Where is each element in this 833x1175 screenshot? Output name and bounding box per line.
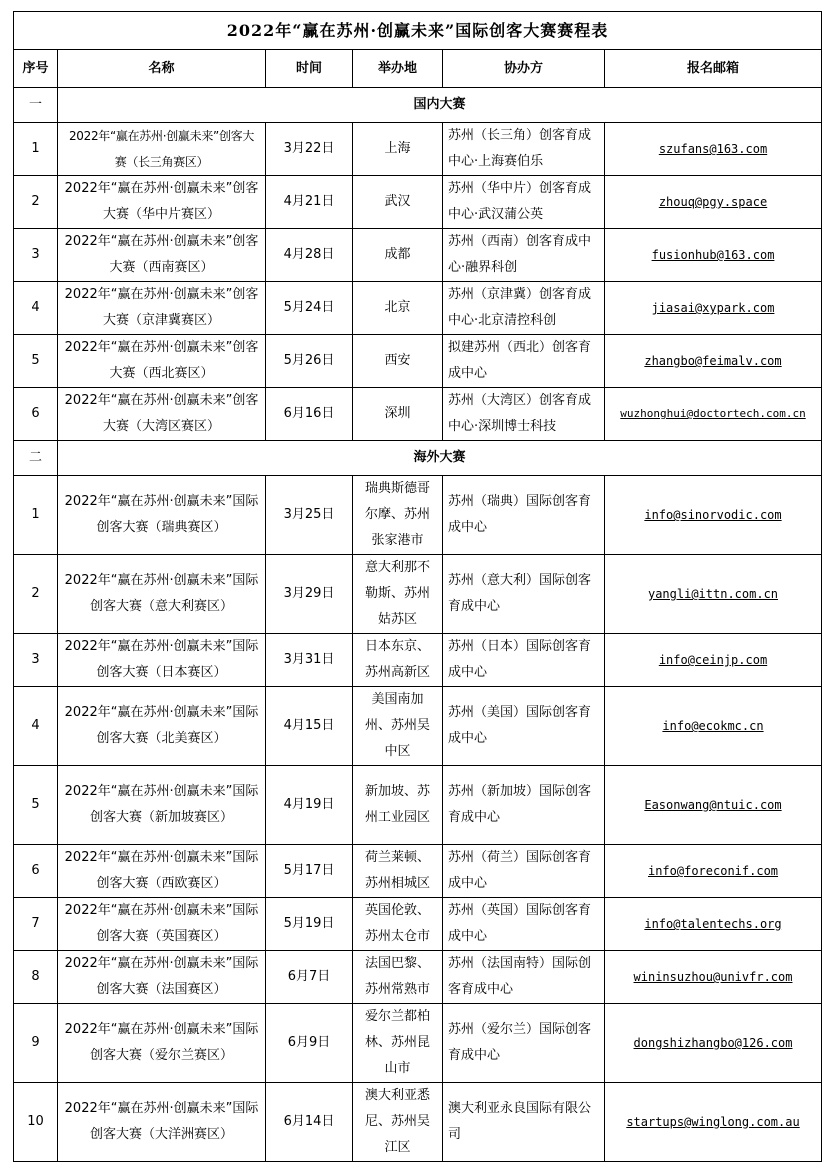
event-name: 2022年“赢在苏州·创赢未来”国际创客大赛（日本赛区） (58, 634, 266, 687)
header-email: 报名邮箱 (605, 50, 822, 88)
row-number: 3 (14, 634, 58, 687)
event-name: 2022年“赢在苏州·创赢未来”国际创客大赛（英国赛区） (58, 898, 266, 951)
event-date: 5月17日 (266, 845, 353, 898)
registration-email[interactable]: yangli@ittn.com.cn (605, 555, 822, 634)
registration-email[interactable]: dongshizhangbo@126.com (605, 1004, 822, 1083)
event-venue: 新加坡、苏州工业园区 (353, 766, 443, 845)
registration-email[interactable]: zhangbo@feimalv.com (605, 335, 822, 388)
event-name: 2022年“赢在苏州·创赢未来”创客大赛（京津冀赛区） (58, 282, 266, 335)
registration-email[interactable]: wuzhonghui@doctortech.com.cn (605, 388, 822, 441)
row-number: 4 (14, 687, 58, 766)
section-label: 海外大赛 (58, 441, 822, 476)
event-cohost: 苏州（爱尔兰）国际创客育成中心 (443, 1004, 605, 1083)
registration-email[interactable]: wininsuzhou@univfr.com (605, 951, 822, 1004)
event-cohost: 苏州（日本）国际创客育成中心 (443, 634, 605, 687)
event-cohost: 苏州（京津冀）创客育成中心·北京清控科创 (443, 282, 605, 335)
event-date: 6月9日 (266, 1004, 353, 1083)
row-number: 1 (14, 123, 58, 176)
registration-email[interactable]: info@sinorvodic.com (605, 476, 822, 555)
header-no: 序号 (14, 50, 58, 88)
row-number: 3 (14, 229, 58, 282)
event-date: 3月22日 (266, 123, 353, 176)
event-name: 2022年“赢在苏州·创赢未来”国际创客大赛（法国赛区） (58, 951, 266, 1004)
event-date: 4月21日 (266, 176, 353, 229)
event-date: 3月25日 (266, 476, 353, 555)
event-cohost: 拟建苏州（西北）创客育成中心 (443, 335, 605, 388)
event-name: 2022年“赢在苏州·创赢未来”国际创客大赛（北美赛区） (58, 687, 266, 766)
table-row (14, 898, 822, 951)
event-name: 2022年“赢在苏州·创赢未来”国际创客大赛（瑞典赛区） (58, 476, 266, 555)
event-cohost: 苏州（法国南特）国际创客育成中心 (443, 951, 605, 1004)
header-venue: 举办地 (353, 50, 443, 88)
table-row (14, 1004, 822, 1083)
event-name: 2022年“赢在苏州·创赢未来”国际创客大赛（新加坡赛区） (58, 766, 266, 845)
event-venue: 瑞典斯德哥尔摩、苏州张家港市 (353, 476, 443, 555)
event-date: 5月26日 (266, 335, 353, 388)
section-label: 国内大赛 (58, 88, 822, 123)
registration-email[interactable]: info@talentechs.org (605, 898, 822, 951)
row-number: 1 (14, 476, 58, 555)
table-row (14, 335, 822, 388)
table-row (14, 388, 822, 441)
table-row (14, 176, 822, 229)
event-cohost: 苏州（瑞典）国际创客育成中心 (443, 476, 605, 555)
section-row (14, 88, 822, 123)
event-venue: 意大利那不勒斯、苏州姑苏区 (353, 555, 443, 634)
table-row (14, 229, 822, 282)
row-number: 2 (14, 555, 58, 634)
table-row (14, 951, 822, 1004)
row-number: 6 (14, 845, 58, 898)
header-date: 时间 (266, 50, 353, 88)
event-name: 2022年“赢在苏州·创赢未来”创客大赛（大湾区赛区） (58, 388, 266, 441)
header-row (14, 50, 822, 88)
event-date: 5月24日 (266, 282, 353, 335)
event-name: 2022年“赢在苏州·创赢未来”创客大赛（西南赛区） (58, 229, 266, 282)
row-number: 5 (14, 766, 58, 845)
event-date: 3月29日 (266, 555, 353, 634)
event-venue: 法国巴黎、苏州常熟市 (353, 951, 443, 1004)
event-venue: 日本东京、苏州高新区 (353, 634, 443, 687)
event-venue: 北京 (353, 282, 443, 335)
registration-email[interactable]: zhouq@pgy.space (605, 176, 822, 229)
table-row (14, 555, 822, 634)
table-row (14, 1083, 822, 1162)
header-name: 名称 (58, 50, 266, 88)
registration-email[interactable]: szufans@163.com (605, 123, 822, 176)
row-number: 7 (14, 898, 58, 951)
event-venue: 西安 (353, 335, 443, 388)
event-name: 2022年“赢在苏州·创赢未来”国际创客大赛（大洋洲赛区） (58, 1083, 266, 1162)
event-name: 2022年“赢在苏州·创赢未来”创客大赛（长三角赛区） (58, 123, 266, 176)
registration-email[interactable]: fusionhub@163.com (605, 229, 822, 282)
event-date: 6月16日 (266, 388, 353, 441)
table-row (14, 123, 822, 176)
event-cohost: 苏州（西南）创客育成中心·融界科创 (443, 229, 605, 282)
event-venue: 成都 (353, 229, 443, 282)
event-venue: 澳大利亚悉尼、苏州吴江区 (353, 1083, 443, 1162)
section-index: 一 (14, 88, 58, 123)
schedule-table (13, 11, 822, 1162)
row-number: 9 (14, 1004, 58, 1083)
row-number: 10 (14, 1083, 58, 1162)
event-venue: 英国伦敦、苏州太仓市 (353, 898, 443, 951)
table-title: 2022年“赢在苏州·创赢未来”国际创客大赛赛程表 (14, 12, 822, 50)
event-date: 4月19日 (266, 766, 353, 845)
table-row (14, 476, 822, 555)
event-cohost: 苏州（意大利）国际创客育成中心 (443, 555, 605, 634)
table-row (14, 282, 822, 335)
event-cohost: 苏州（长三角）创客育成中心·上海赛伯乐 (443, 123, 605, 176)
event-cohost: 苏州（英国）国际创客育成中心 (443, 898, 605, 951)
event-name: 2022年“赢在苏州·创赢未来”国际创客大赛（西欧赛区） (58, 845, 266, 898)
registration-email[interactable]: Easonwang@ntuic.com (605, 766, 822, 845)
row-number: 2 (14, 176, 58, 229)
section-row (14, 441, 822, 476)
registration-email[interactable]: info@foreconif.com (605, 845, 822, 898)
event-venue: 深圳 (353, 388, 443, 441)
event-cohost: 苏州（大湾区）创客育成中心·深圳博士科技 (443, 388, 605, 441)
event-cohost: 苏州（美国）国际创客育成中心 (443, 687, 605, 766)
table-row (14, 687, 822, 766)
event-date: 4月28日 (266, 229, 353, 282)
event-venue: 上海 (353, 123, 443, 176)
event-date: 4月15日 (266, 687, 353, 766)
header-cohost: 协办方 (443, 50, 605, 88)
event-cohost: 苏州（新加坡）国际创客育成中心 (443, 766, 605, 845)
event-cohost: 苏州（华中片）创客育成中心·武汉蒲公英 (443, 176, 605, 229)
table-row (14, 634, 822, 687)
event-venue: 武汉 (353, 176, 443, 229)
row-number: 4 (14, 282, 58, 335)
event-date: 6月7日 (266, 951, 353, 1004)
event-venue: 荷兰莱顿、苏州相城区 (353, 845, 443, 898)
event-cohost: 澳大利亚永良国际有限公司 (443, 1083, 605, 1162)
row-number: 8 (14, 951, 58, 1004)
event-name: 2022年“赢在苏州·创赢未来”国际创客大赛（意大利赛区） (58, 555, 266, 634)
table-row (14, 845, 822, 898)
event-venue: 爱尔兰都柏林、苏州昆山市 (353, 1004, 443, 1083)
registration-email[interactable]: info@ecokmc.cn (605, 687, 822, 766)
event-name: 2022年“赢在苏州·创赢未来”创客大赛（西北赛区） (58, 335, 266, 388)
row-number: 6 (14, 388, 58, 441)
registration-email[interactable]: jiasai@xypark.com (605, 282, 822, 335)
event-name: 2022年“赢在苏州·创赢未来”国际创客大赛（爱尔兰赛区） (58, 1004, 266, 1083)
table-row (14, 766, 822, 845)
event-name: 2022年“赢在苏州·创赢未来”创客大赛（华中片赛区） (58, 176, 266, 229)
registration-email[interactable]: startups@winglong.com.au (605, 1083, 822, 1162)
event-venue: 美国南加州、苏州吴中区 (353, 687, 443, 766)
event-date: 3月31日 (266, 634, 353, 687)
event-cohost: 苏州（荷兰）国际创客育成中心 (443, 845, 605, 898)
event-date: 5月19日 (266, 898, 353, 951)
row-number: 5 (14, 335, 58, 388)
registration-email[interactable]: info@ceinjp.com (605, 634, 822, 687)
section-index: 二 (14, 441, 58, 476)
event-date: 6月14日 (266, 1083, 353, 1162)
